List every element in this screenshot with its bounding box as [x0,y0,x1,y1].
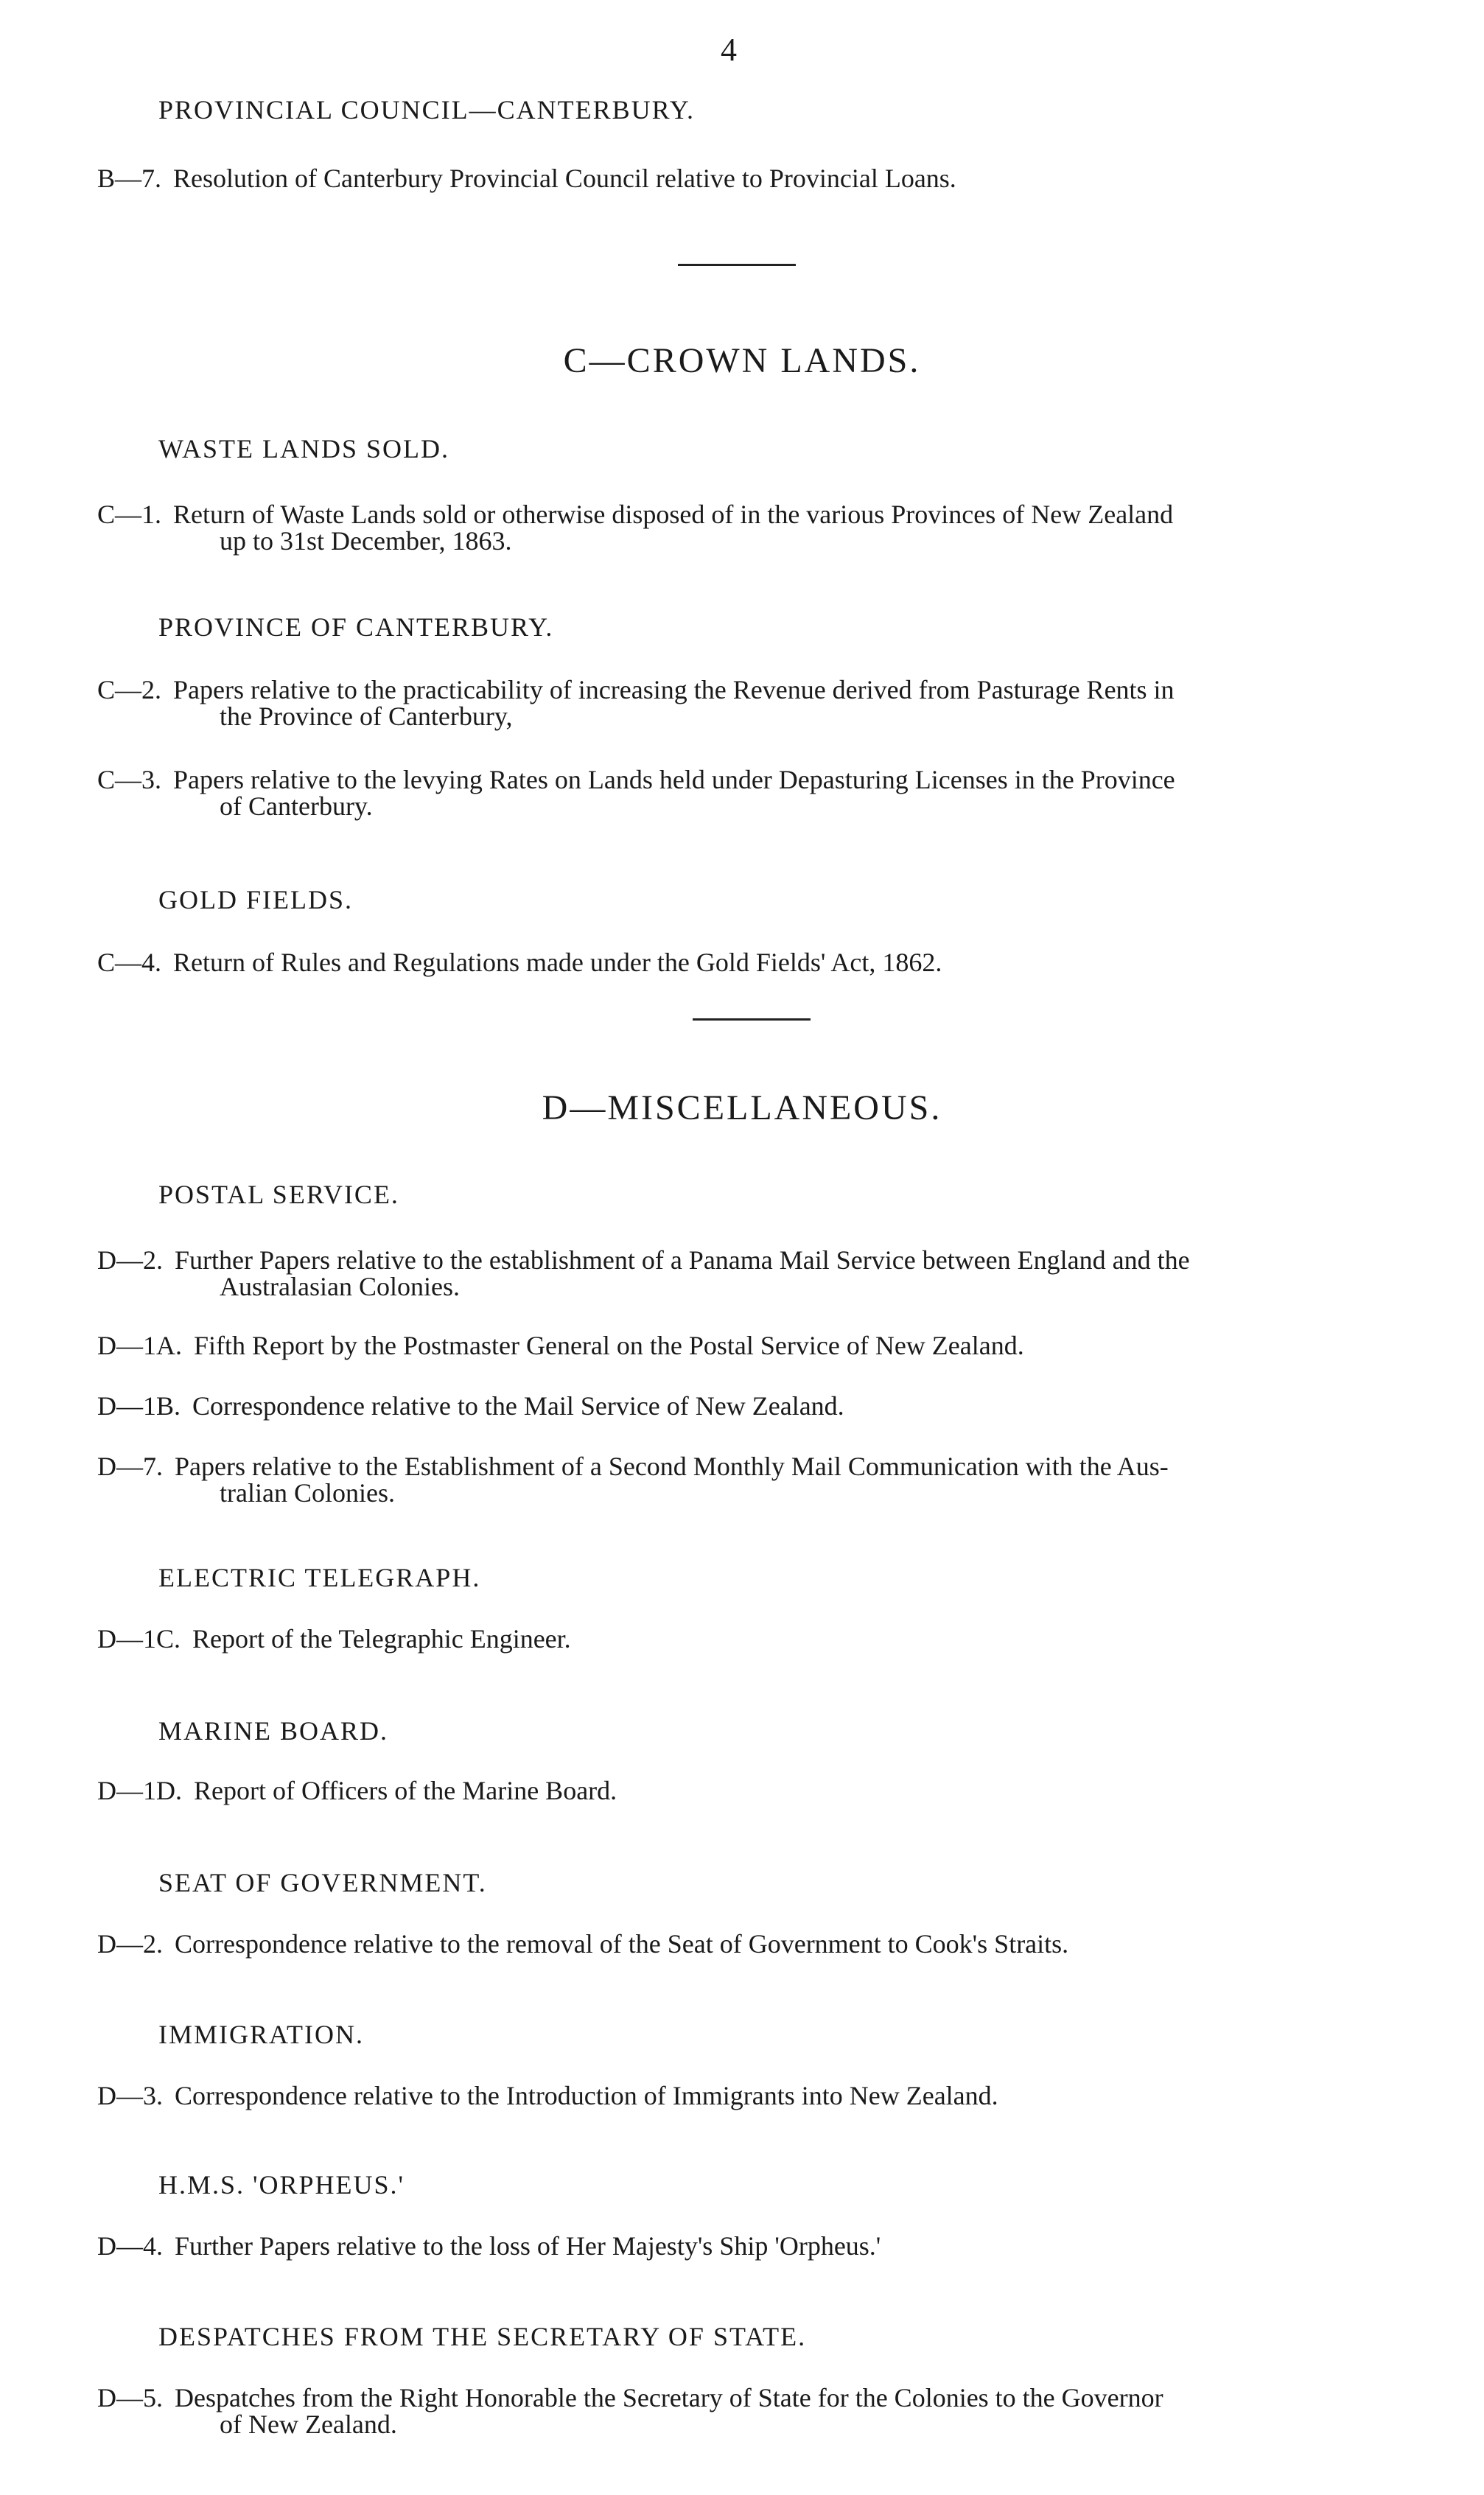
entry-d1a [97,1332,1394,1359]
entry-continuation: of Canterbury. [220,791,373,821]
entry-continuation: tralian Colonies. [220,1478,395,1508]
heading-seat-of-government: SEAT OF GOVERNMENT. [158,1868,487,1897]
entry-code: D—2. [97,1245,163,1275]
section-title-crown-lands: C—CROWN LANDS. [563,341,921,380]
heading-canterbury: PROVINCE OF CANTERBURY. [158,612,554,642]
entry-code: C—4. [97,948,162,977]
entry-code: D—1B. [97,1391,181,1421]
entry-d1d [97,1777,1394,1804]
heading-orpheus: H.M.S. 'ORPHEUS.' [158,2170,405,2200]
entry-d5 [97,2384,1394,2438]
entry-b7 [97,165,1394,192]
entry-c2 [97,676,1394,729]
entry-text: Correspondence relative to the Introduction of Immigrants into New Zealand. [175,2081,998,2110]
page-number: 4 [721,32,737,68]
heading-gold-fields: GOLD FIELDS. [158,885,353,914]
heading-waste-lands: WASTE LANDS SOLD. [158,434,450,463]
entry-d2-seat [97,1931,1394,1957]
entry-text: Fifth Report by the Postmaster General on the Postal Service of New Zealand. [194,1331,1024,1360]
entry-code: D—1A. [97,1331,182,1360]
entry-continuation: up to 31st December, 1863. [220,526,512,556]
entry-c3 [97,766,1394,819]
entry-code: B—7. [97,164,162,193]
entry-continuation: Australasian Colonies. [220,1272,460,1301]
entry-text: Papers relative to the levying Rates on Lands held under Depasturing Licenses in the Province [173,765,1175,794]
entry-text: Return of Waste Lands sold or otherwise disposed of in the various Provinces of New Zealand [173,500,1174,529]
heading-immigration: IMMIGRATION. [158,2020,364,2049]
entry-text: Correspondence relative to the removal of the Seat of Government to Cook's Straits. [175,1929,1069,1959]
entry-code: D—7. [97,1452,163,1481]
entry-code: D—5. [97,2383,163,2412]
entry-d4 [97,2233,1394,2259]
entry-code: D—2. [97,1929,163,1959]
entry-code: C—1. [97,500,162,529]
entry-d1b [97,1393,1394,1419]
entry-text: Despatches from the Right Honorable the Secretary of State for the Colonies to the Governor [175,2383,1163,2412]
entry-code: C—2. [97,675,162,704]
entry-code: D—4. [97,2231,163,2261]
entry-c1 [97,501,1394,554]
heading-postal-service: POSTAL SERVICE. [158,1180,399,1209]
entry-line [97,766,1394,793]
entry-text: Papers relative to the Establishment of a Second Monthly Mail Communication with the Aus- [175,1452,1169,1481]
entry-line [97,2384,1394,2411]
entry-text: Further Papers relative to the loss of Her Majesty's Ship 'Orpheus.' [175,2231,881,2261]
entry-line [97,1247,1394,1273]
heading-electric-telegraph: ELECTRIC TELEGRAPH. [158,1563,481,1592]
entry-code: D—1C. [97,1624,181,1654]
heading-despatches: DESPATCHES FROM THE SECRETARY OF STATE. [158,2322,807,2351]
entry-d7 [97,1453,1394,1506]
section-divider [678,264,796,266]
section-divider [693,1018,811,1021]
entry-continuation: the Province of Canterbury, [220,701,513,731]
entry-text: Correspondence relative to the Mail Service of New Zealand. [192,1391,844,1421]
entry-text: Further Papers relative to the establishment of a Panama Mail Service between England and the [175,1245,1190,1275]
entry-text: Report of the Telegraphic Engineer. [192,1624,571,1654]
entry-code: D—3. [97,2081,163,2110]
entry-d1c [97,1626,1394,1652]
entry-line [97,501,1394,528]
entry-c4 [97,949,1394,976]
heading-provincial-council: PROVINCIAL COUNCIL—CANTERBURY. [158,95,696,125]
entry-text: Resolution of Canterbury Provincial Council relative to Provincial Loans. [173,164,956,193]
entry-d2-panama [97,1247,1394,1300]
entry-line [97,1453,1394,1480]
heading-marine-board: MARINE BOARD. [158,1716,389,1746]
entry-text: Report of Officers of the Marine Board. [194,1776,617,1805]
entry-line [97,676,1394,703]
entry-text: Papers relative to the practicability of increasing the Revenue derived from Pasturage Rents in [173,675,1175,704]
entry-continuation: of New Zealand. [220,2410,397,2439]
section-title-miscellaneous: D—MISCELLANEOUS. [542,1088,942,1127]
entry-text: Return of Rules and Regulations made under the Gold Fields' Act, 1862. [173,948,942,977]
entry-d3 [97,2082,1394,2109]
entry-code: C—3. [97,765,162,794]
entry-code: D—1D. [97,1776,182,1805]
